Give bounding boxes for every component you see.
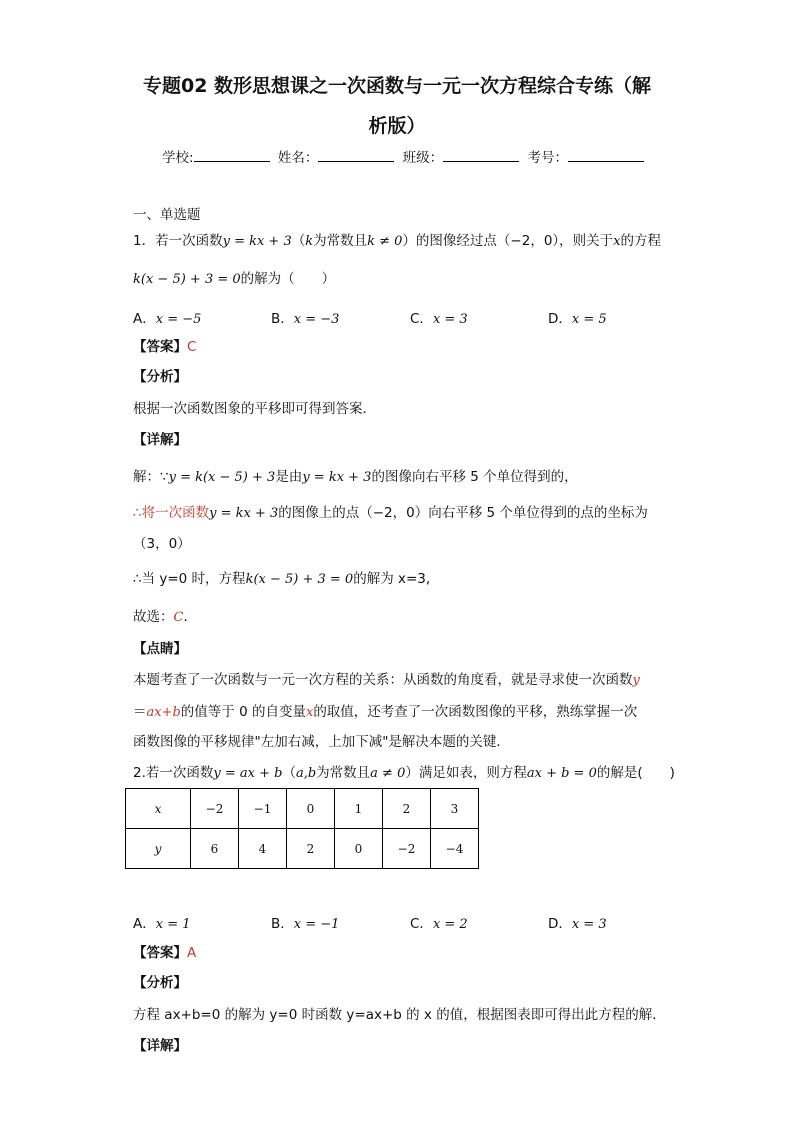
document-title (100, 66, 694, 146)
q1-option-c[interactable] (410, 307, 468, 327)
detail-formula-2: y = kx + 3 (302, 470, 372, 485)
table-cell: 2 (383, 789, 431, 829)
table-header-y: y (126, 829, 191, 869)
q2-answer-value: A (187, 945, 197, 961)
q2-answer (133, 944, 196, 962)
answer-label: 【答案】 (133, 339, 187, 355)
q1-stem-line-1 (133, 232, 661, 251)
table-cell: −2 (191, 789, 239, 829)
q1-option-a-letter: A． (133, 311, 156, 327)
section-heading: 一、单选题 (133, 207, 201, 223)
q1-text-2: ）的图像经过点（−2，0），则关于 (402, 233, 614, 249)
q1-detail-line-3: （3，0） (133, 536, 191, 552)
q1-option-a-value: x = −5 (155, 312, 202, 327)
q2-option-b-value: x = −1 (293, 917, 340, 932)
q1-function: y = kx + 3 (222, 234, 292, 249)
table-row (126, 829, 479, 869)
comment-var-x: x (305, 705, 314, 720)
q1-comment-line-2 (133, 703, 637, 722)
table-cell: 3 (431, 789, 479, 829)
q1-stem-text: 1．若一次函数 (133, 233, 223, 249)
q2-option-a-value: x = 1 (155, 917, 191, 932)
q1-text-3: 的方程 (620, 233, 662, 249)
detail-formula-1: y = k(x − 5) + 3 (168, 470, 276, 485)
q2-option-c-value: x = 2 (432, 917, 468, 932)
q2-option-d-letter: D． (548, 916, 572, 932)
detail-text: 解：∵ (133, 469, 169, 485)
q1-analysis-text: 根据一次函数图象的平移即可得到答案． (133, 401, 376, 417)
q2-text: 2.若一次函数 (133, 765, 214, 781)
q1-paren: （ (291, 233, 306, 249)
q1-comment-label: 【点睛】 (133, 641, 187, 657)
q1-analysis-label: 【分析】 (133, 369, 187, 385)
q2-value-table (125, 788, 479, 869)
q2-a-nonzero: a ≠ 0 (370, 766, 406, 781)
number-blank[interactable] (568, 149, 644, 162)
detail-text: ∴当 y=0 时，方程 (133, 571, 246, 587)
q1-equation: k(x − 5) + 3 = 0 (133, 272, 241, 287)
q2-option-a-letter: A． (133, 916, 156, 932)
student-info-line (162, 146, 648, 166)
title-line-1: 专题02 数形思想课之一次函数与一元一次方程综合专练（解 (142, 75, 652, 97)
q1-k: k (305, 234, 314, 249)
q1-text: 为常数且 (313, 233, 368, 249)
q1-comment-line-1 (133, 671, 640, 690)
q2-option-c[interactable] (410, 912, 468, 932)
table-cell: 0 (335, 829, 383, 869)
table-cell: 1 (335, 789, 383, 829)
school-label: 学校: (162, 150, 194, 166)
q1-option-a[interactable] (133, 307, 201, 327)
comment-text: ＝ (133, 704, 147, 720)
class-label: 班级： (402, 150, 444, 166)
detail-text: 是由 (275, 469, 303, 485)
title-line-2: 析版） (368, 115, 426, 137)
answer-label: 【答案】 (133, 945, 187, 961)
q1-stem-line-2 (133, 270, 335, 289)
q1-k-nonzero: k ≠ 0 (367, 234, 403, 249)
q2-text: ）满足如表，则方程 (405, 765, 527, 781)
q1-detail-line-5 (133, 608, 197, 627)
q1-option-d-letter: D． (548, 311, 572, 327)
name-blank[interactable] (318, 149, 394, 162)
table-cell: −2 (383, 829, 431, 869)
q1-option-b-value: x = −3 (293, 312, 340, 327)
table-header-x: x (126, 789, 191, 829)
q2-text: （ (282, 765, 296, 781)
detail-text: 故选： (133, 609, 174, 625)
q1-option-b[interactable] (271, 307, 339, 327)
q1-option-c-value: x = 3 (432, 312, 468, 327)
q1-detail-label: 【详解】 (133, 432, 187, 448)
q2-option-a[interactable] (133, 912, 191, 932)
table-cell: 4 (239, 829, 287, 869)
detail-formula: k(x − 5) + 3 = 0 (245, 572, 354, 587)
school-blank[interactable] (194, 149, 270, 162)
q2-option-c-letter: C． (410, 916, 433, 932)
name-label: 姓名： (277, 150, 319, 166)
comment-var-y: y (632, 673, 640, 688)
comment-text: 的值等于 0 的自变量 (180, 704, 306, 720)
comment-text: 的取值，还考查了一次函数图像的平移，熟练掌握一次 (313, 704, 638, 720)
table-cell: 2 (287, 829, 335, 869)
q1-answer (133, 338, 196, 356)
table-cell: 0 (287, 789, 335, 829)
number-label: 考号： (527, 150, 568, 166)
q1-option-d-value: x = 5 (571, 312, 607, 327)
q1-detail-line-4 (133, 570, 430, 589)
detail-text: ． (183, 609, 197, 625)
detail-formula: y = kx + 3 (209, 506, 279, 521)
q1-option-d[interactable] (548, 307, 607, 327)
q2-detail-label: 【详解】 (133, 1038, 187, 1054)
class-blank[interactable] (443, 149, 519, 162)
q1-detail-line-2 (133, 504, 648, 523)
q1-option-b-letter: B． (271, 311, 294, 327)
q2-text: 的解是( ) (596, 765, 675, 781)
q2-stem (133, 764, 675, 783)
table-cell: −1 (239, 789, 287, 829)
table-cell: −4 (431, 829, 479, 869)
q2-analysis-label: 【分析】 (133, 975, 187, 991)
detail-choice: C (173, 610, 184, 625)
table-row (126, 789, 479, 829)
q2-analysis-text: 方程 ax+b=0 的解为 y=0 时函数 y=ax+b 的 x 的值，根据图表即可得出此方程的解． (133, 1007, 666, 1023)
q1-comment-line-3: 函数图像的平移规律"左加右减，上加下减"是解决本题的关键． (133, 734, 510, 750)
comment-formula: ax+b (146, 705, 181, 720)
q1-answer-value: C (187, 339, 197, 355)
detail-text: 的图像上的点（−2，0）向右平移 5 个单位得到的点的坐标为 (278, 505, 648, 521)
q1-solution-prompt: 的解为（ ） (240, 271, 336, 287)
q2-text: 为常数且 (316, 765, 371, 781)
q2-ab: a,b (295, 766, 317, 781)
q2-option-b-letter: B． (271, 916, 294, 932)
q2-option-d[interactable] (548, 912, 607, 932)
q1-detail-line-1 (133, 468, 578, 487)
table-cell: 6 (191, 829, 239, 869)
q2-option-d-value: x = 3 (571, 917, 607, 932)
detail-text: 的解为 x=3, (353, 571, 431, 587)
q2-option-b[interactable] (271, 912, 339, 932)
detail-text: 的图像向右平移 5 个单位得到的， (371, 469, 578, 485)
q2-equation: ax + b = 0 (526, 766, 597, 781)
q1-option-c-letter: C． (410, 311, 433, 327)
comment-text: 本题考查了一次函数与一元一次方程的关系：从函数的角度看，就是寻求使一次函数 (133, 672, 633, 688)
detail-text: ∴将一次函数 (133, 505, 210, 521)
q1-x: x (613, 234, 621, 249)
q2-function: y = ax + b (213, 766, 283, 781)
